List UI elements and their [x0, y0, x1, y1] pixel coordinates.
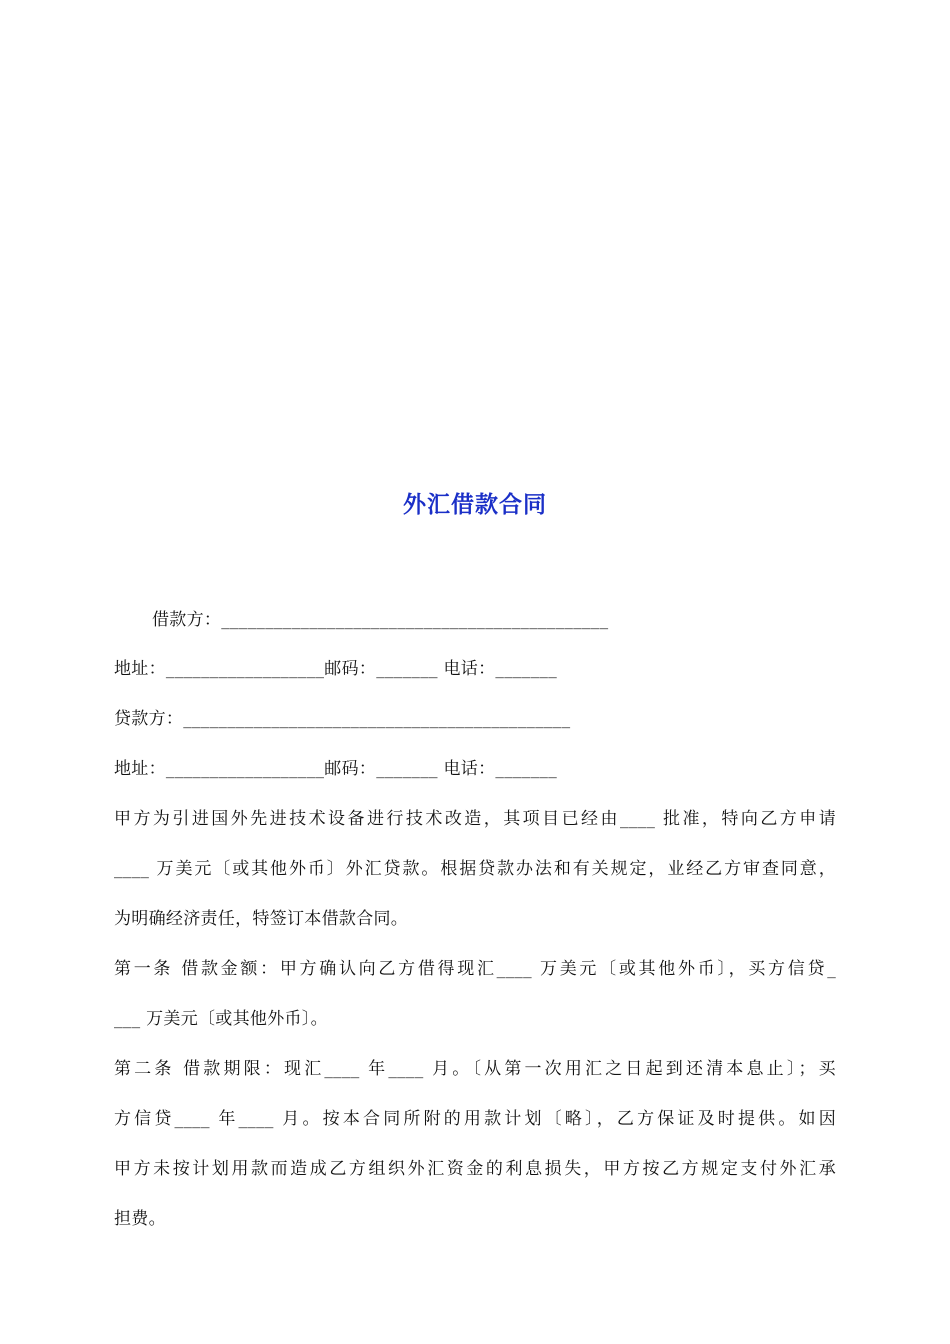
article-2-line-3: 甲方未按计划用款而造成乙方组织外汇资金的利息损失，甲方按乙方规定支付外汇承	[114, 1159, 836, 1179]
article-2-line-1: 第二条 借款期限：现汇____ 年____ 月。〔从第一次用汇之日起到还清本息止〕；买	[114, 1059, 836, 1079]
article-2-line-2: 方信贷____ 年____ 月。按本合同所附的用款计划〔略〕，乙方保证及时提供。如因	[114, 1109, 836, 1129]
lender-address-line: 地址：__________________邮码：_______ 电话：_______	[114, 759, 558, 779]
document-title: 外汇借款合同	[403, 491, 547, 518]
article-1-line-2: ___ 万美元〔或其他外币〕。	[114, 1009, 328, 1029]
article-2-line-4: 担费。	[114, 1209, 166, 1229]
lender-line: 贷款方：____________________________________________	[114, 709, 571, 729]
article-1-line-1: 第一条 借款金额：甲方确认向乙方借得现汇____ 万美元〔或其他外币〕，买方信贷_	[114, 959, 836, 979]
borrower-address-line: 地址：__________________邮码：_______ 电话：_______	[114, 659, 558, 679]
paragraph-intro-line-1: 甲方为引进国外先进技术设备进行技术改造，其项目已经由____ 批准，特向乙方申请	[114, 809, 836, 829]
paragraph-intro-line-2: ____ 万美元〔或其他外币〕外汇贷款。根据贷款办法和有关规定，业经乙方审查同意，	[114, 859, 836, 879]
paragraph-intro-line-3: 为明确经济责任，特签订本借款合同。	[114, 909, 409, 929]
borrower-line: 借款方：____________________________________________	[152, 610, 609, 630]
